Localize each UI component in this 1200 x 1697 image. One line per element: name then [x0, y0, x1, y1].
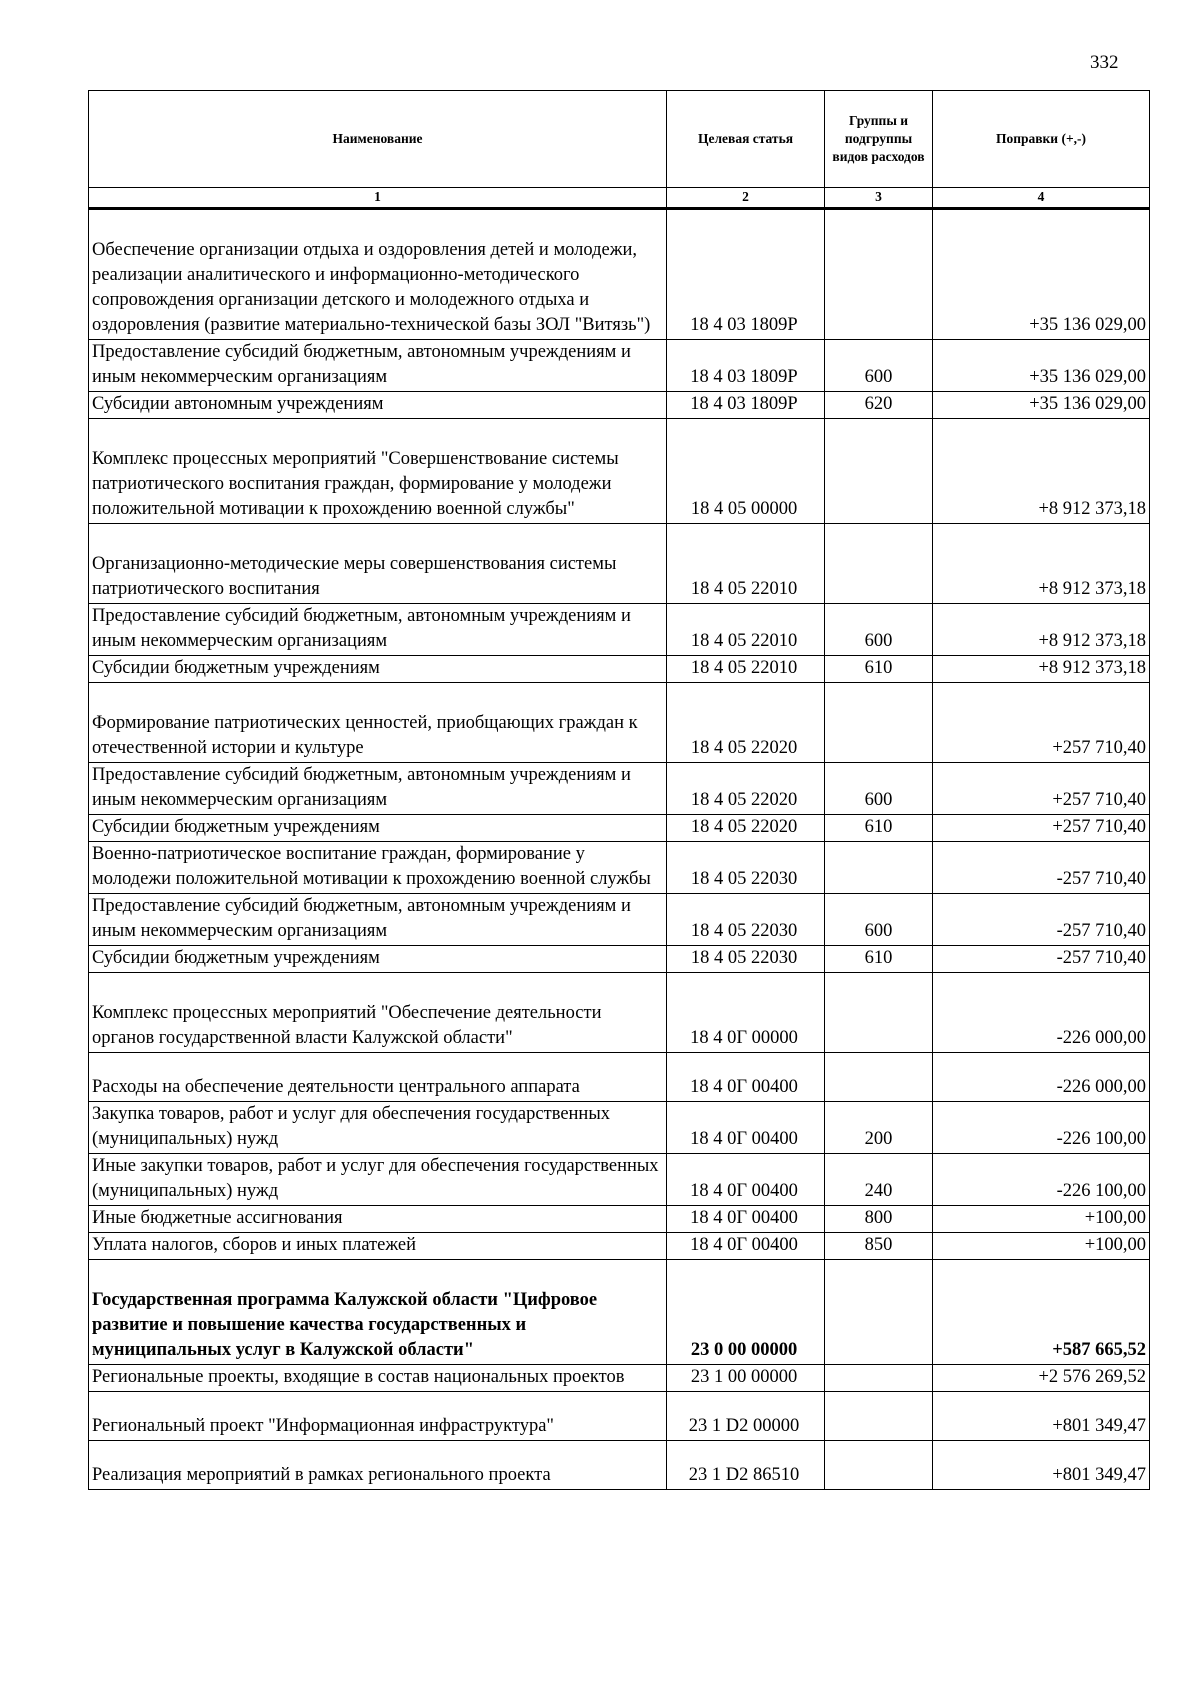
row-name: Региональный проект "Информационная инфраструктура": [89, 1392, 667, 1441]
row-amendment: +35 136 029,00: [933, 209, 1150, 340]
table-row: [89, 392, 1150, 419]
table-row: [89, 683, 1150, 763]
row-expense-group: [825, 973, 933, 1053]
row-expense-group: 200: [825, 1102, 933, 1154]
table-row: [89, 1102, 1150, 1154]
row-name: Субсидии бюджетным учреждениям: [89, 815, 667, 842]
row-target-article: 18 4 0Г 00400: [667, 1233, 825, 1260]
row-expense-group: 610: [825, 946, 933, 973]
row-name: Предоставление субсидий бюджетным, автономным учреждениям и иным некоммерческим организациям: [89, 763, 667, 815]
row-amendment: -257 710,40: [933, 842, 1150, 894]
row-expense-group: 800: [825, 1206, 933, 1233]
table-row: [89, 1260, 1150, 1365]
row-target-article: 18 4 03 1809Р: [667, 340, 825, 392]
table-row: [89, 419, 1150, 524]
table-row: [89, 656, 1150, 683]
column-number: 1: [89, 188, 667, 209]
row-name: Иные закупки товаров, работ и услуг для обеспечения государственных (муниципальных) нужд: [89, 1154, 667, 1206]
table-row: [89, 1206, 1150, 1233]
table-row: [89, 604, 1150, 656]
row-expense-group: 610: [825, 656, 933, 683]
row-amendment: +100,00: [933, 1206, 1150, 1233]
table-row: [89, 524, 1150, 604]
row-target-article: 18 4 05 22020: [667, 683, 825, 763]
row-target-article: 18 4 05 22020: [667, 815, 825, 842]
row-name: Реализация мероприятий в рамках регионального проекта: [89, 1441, 667, 1490]
row-target-article: 18 4 0Г 00400: [667, 1053, 825, 1102]
row-expense-group: [825, 524, 933, 604]
row-expense-group: 240: [825, 1154, 933, 1206]
row-name: Комплекс процессных мероприятий "Обеспечение деятельности органов государственной власти Калужской области": [89, 973, 667, 1053]
row-amendment: +8 912 373,18: [933, 524, 1150, 604]
row-amendment: -257 710,40: [933, 946, 1150, 973]
row-amendment: -226 100,00: [933, 1154, 1150, 1206]
header-name: Наименование: [89, 91, 667, 188]
row-amendment: +587 665,52: [933, 1260, 1150, 1365]
row-target-article: 23 1 D2 86510: [667, 1441, 825, 1490]
row-target-article: 18 4 05 22030: [667, 946, 825, 973]
row-amendment: +8 912 373,18: [933, 419, 1150, 524]
row-expense-group: 610: [825, 815, 933, 842]
row-target-article: 18 4 05 22030: [667, 894, 825, 946]
table-row: [89, 763, 1150, 815]
row-expense-group: 600: [825, 894, 933, 946]
row-amendment: +8 912 373,18: [933, 656, 1150, 683]
row-amendment: -226 000,00: [933, 973, 1150, 1053]
row-name: Субсидии автономным учреждениям: [89, 392, 667, 419]
table-row: [89, 1233, 1150, 1260]
row-name: Комплекс процессных мероприятий "Совершенствование системы патриотического воспитания граждан, формирование у молодежи положительной мотивации к прохождению военной службы": [89, 419, 667, 524]
row-name: Субсидии бюджетным учреждениям: [89, 946, 667, 973]
row-name: Закупка товаров, работ и услуг для обеспечения государственных (муниципальных) нужд: [89, 1102, 667, 1154]
table-row: [89, 815, 1150, 842]
row-name: Государственная программа Калужской области "Цифровое развитие и повышение качества государственных и муниципальных услуг в Калужской области": [89, 1260, 667, 1365]
header-group: Группы и подгруппы видов расходов: [825, 91, 933, 188]
row-target-article: 18 4 0Г 00000: [667, 973, 825, 1053]
row-amendment: +801 349,47: [933, 1441, 1150, 1490]
row-amendment: +257 710,40: [933, 763, 1150, 815]
row-expense-group: 850: [825, 1233, 933, 1260]
table-row: [89, 340, 1150, 392]
row-target-article: 18 4 05 22030: [667, 842, 825, 894]
row-amendment: +257 710,40: [933, 683, 1150, 763]
table-row: [89, 946, 1150, 973]
row-name: Формирование патриотических ценностей, приобщающих граждан к отечественной истории и культуре: [89, 683, 667, 763]
row-amendment: +35 136 029,00: [933, 392, 1150, 419]
table-row: [89, 209, 1150, 340]
row-name: Региональные проекты, входящие в состав национальных проектов: [89, 1365, 667, 1392]
row-target-article: 18 4 05 22010: [667, 524, 825, 604]
table-row: [89, 1365, 1150, 1392]
column-numbers-row: [89, 188, 1150, 209]
row-target-article: 23 1 D2 00000: [667, 1392, 825, 1441]
row-name: Уплата налогов, сборов и иных платежей: [89, 1233, 667, 1260]
row-expense-group: [825, 209, 933, 340]
row-expense-group: [825, 842, 933, 894]
row-expense-group: [825, 1260, 933, 1365]
row-target-article: 18 4 05 22010: [667, 604, 825, 656]
row-name: Военно-патриотическое воспитание граждан, формирование у молодежи положительной мотивации к прохождению военной службы: [89, 842, 667, 894]
row-target-article: 18 4 03 1809Р: [667, 209, 825, 340]
row-expense-group: 600: [825, 763, 933, 815]
row-name: Обеспечение организации отдыха и оздоровления детей и молодежи, реализации аналитического и информационно-методического сопровождения организации детского и молодежного отдыха и оздоровления (развитие материально-технической базы ЗОЛ "Витязь"): [89, 209, 667, 340]
header-amount: Поправки (+,-): [933, 91, 1150, 188]
table-row: [89, 842, 1150, 894]
row-expense-group: 600: [825, 340, 933, 392]
row-target-article: 18 4 03 1809Р: [667, 392, 825, 419]
row-target-article: 18 4 0Г 00400: [667, 1154, 825, 1206]
table-row: [89, 1154, 1150, 1206]
row-target-article: 18 4 05 22020: [667, 763, 825, 815]
row-amendment: +257 710,40: [933, 815, 1150, 842]
row-target-article: 23 0 00 00000: [667, 1260, 825, 1365]
row-target-article: 23 1 00 00000: [667, 1365, 825, 1392]
row-target-article: 18 4 0Г 00400: [667, 1206, 825, 1233]
table-row: [89, 1392, 1150, 1441]
row-name: Предоставление субсидий бюджетным, автономным учреждениям и иным некоммерческим организациям: [89, 604, 667, 656]
row-target-article: 18 4 05 00000: [667, 419, 825, 524]
row-amendment: +100,00: [933, 1233, 1150, 1260]
row-expense-group: [825, 1053, 933, 1102]
row-expense-group: 600: [825, 604, 933, 656]
row-amendment: +35 136 029,00: [933, 340, 1150, 392]
row-amendment: +2 576 269,52: [933, 1365, 1150, 1392]
row-amendment: -226 100,00: [933, 1102, 1150, 1154]
row-name: Иные бюджетные ассигнования: [89, 1206, 667, 1233]
row-target-article: 18 4 05 22010: [667, 656, 825, 683]
row-amendment: +8 912 373,18: [933, 604, 1150, 656]
row-amendment: -257 710,40: [933, 894, 1150, 946]
row-name: Предоставление субсидий бюджетным, автономным учреждениям и иным некоммерческим организациям: [89, 340, 667, 392]
row-amendment: -226 000,00: [933, 1053, 1150, 1102]
table-body: [89, 209, 1150, 1490]
row-expense-group: 620: [825, 392, 933, 419]
column-number: 4: [933, 188, 1150, 209]
row-expense-group: [825, 1365, 933, 1392]
budget-table: [88, 90, 1150, 1490]
table-header-row: [89, 91, 1150, 188]
column-number: 3: [825, 188, 933, 209]
page-number: 332: [1090, 52, 1119, 73]
row-expense-group: [825, 1441, 933, 1490]
header-code: Целевая статья: [667, 91, 825, 188]
row-expense-group: [825, 683, 933, 763]
row-name: Предоставление субсидий бюджетным, автономным учреждениям и иным некоммерческим организациям: [89, 894, 667, 946]
row-name: Субсидии бюджетным учреждениям: [89, 656, 667, 683]
row-name: Расходы на обеспечение деятельности центрального аппарата: [89, 1053, 667, 1102]
row-target-article: 18 4 0Г 00400: [667, 1102, 825, 1154]
row-name: Организационно-методические меры совершенствования системы патриотического воспитания: [89, 524, 667, 604]
row-amendment: +801 349,47: [933, 1392, 1150, 1441]
row-expense-group: [825, 1392, 933, 1441]
row-expense-group: [825, 419, 933, 524]
column-number: 2: [667, 188, 825, 209]
table-row: [89, 973, 1150, 1053]
table-row: [89, 1053, 1150, 1102]
table-row: [89, 1441, 1150, 1490]
table-row: [89, 894, 1150, 946]
